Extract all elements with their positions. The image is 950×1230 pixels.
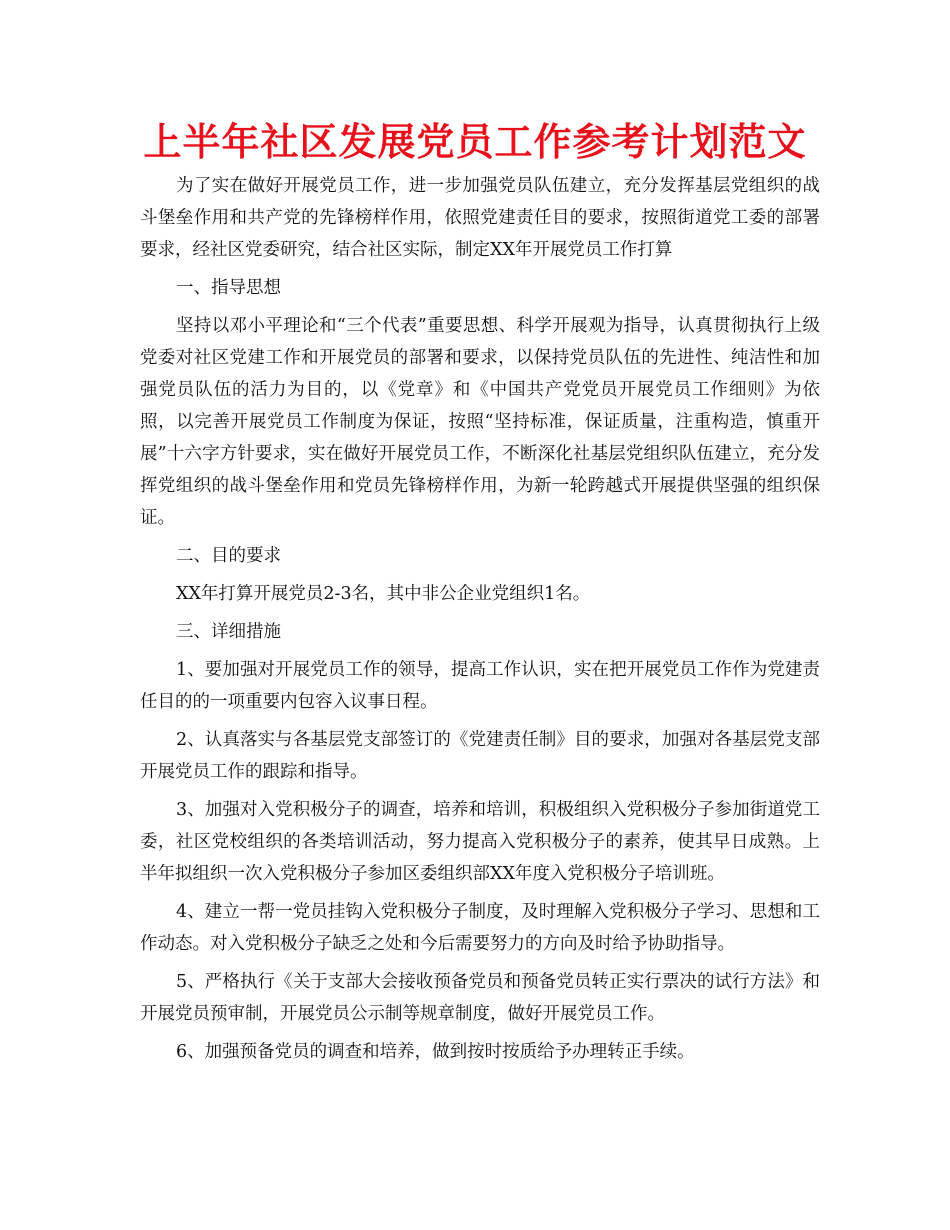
measure-item-6: 6、加强预备党员的调查和培养，做到按时按质给予办理转正手续。 [176,1042,695,1062]
goals-paragraph: XX年打算开展党员2-3名，其中非公企业党组织1名。 [176,584,591,604]
measure-item-4: 4、建立一帮一党员挂钩入党积极分子制度，及时理解入党积极分子学习、思想和工作动态。对入党积极分子缺乏之处和今后需要努力的方向及时给予协助指导。 [140,902,820,954]
guiding-ideology-paragraph: 坚持以邓小平理论和“三个代表”重要思想、科学开展观为指导，认真贯彻执行上级党委对社区党建工作和开展党员的部署和要求，以保持党员队伍的先进性、纯洁性和加强党员队伍的活力为目的，以《党章》和《中国共产党党员开展党员工作细则》为依照，以完善开展党员工作制度为保证，按照“坚持标准，保证质量，注重构造，慎重开展”十六字方针要求，实在做好开展党员工作，不断深化社基层党组织队伍建立，充分发挥党组织的战斗堡垒作用和党员先锋榜样作用，为新一轮跨越式开展提供坚强的组织保证。 [140,316,820,528]
document-body [140,170,820,1074]
section-heading-goals: 二、目的要求 [176,546,281,566]
intro-paragraph: 为了实在做好开展党员工作，进一步加强党员队伍建立，充分发挥基层党组织的战斗堡垒作用和共产党的先锋榜样作用，依照党建责任目的要求，按照街道党工委的部署要求，经社区党委研究，结合社区实际，制定XX年开展党员工作打算 [140,176,820,260]
measure-item-3: 3、加强对入党积极分子的调查，培养和培训，积极组织入党积极分子参加街道党工委，社区党校组织的各类培训活动，努力提高入党积极分子的素养，使其早日成熟。上半年拟组织一次入党积极分子参加区委组织部XX年度入党积极分子培训班。 [140,800,820,884]
document-title: 上半年社区发展党员工作参考计划范文 [143,120,807,164]
measure-item-2: 2、认真落实与各基层党支部签订的《党建责任制》目的要求，加强对各基层党支部开展党员工作的跟踪和指导。 [140,730,820,782]
measure-item-1: 1、要加强对开展党员工作的领导，提高工作认识，实在把开展党员工作作为党建责任目的的一项重要内包容入议事日程。 [140,660,820,712]
measure-item-5: 5、严格执行《关于支部大会接收预备党员和预备党员转正实行票决的试行方法》和开展党员预审制，开展党员公示制等规章制度，做好开展党员工作。 [140,972,820,1024]
section-heading-measures: 三、详细措施 [176,622,281,642]
section-heading-guiding-ideology: 一、指导思想 [176,278,281,298]
